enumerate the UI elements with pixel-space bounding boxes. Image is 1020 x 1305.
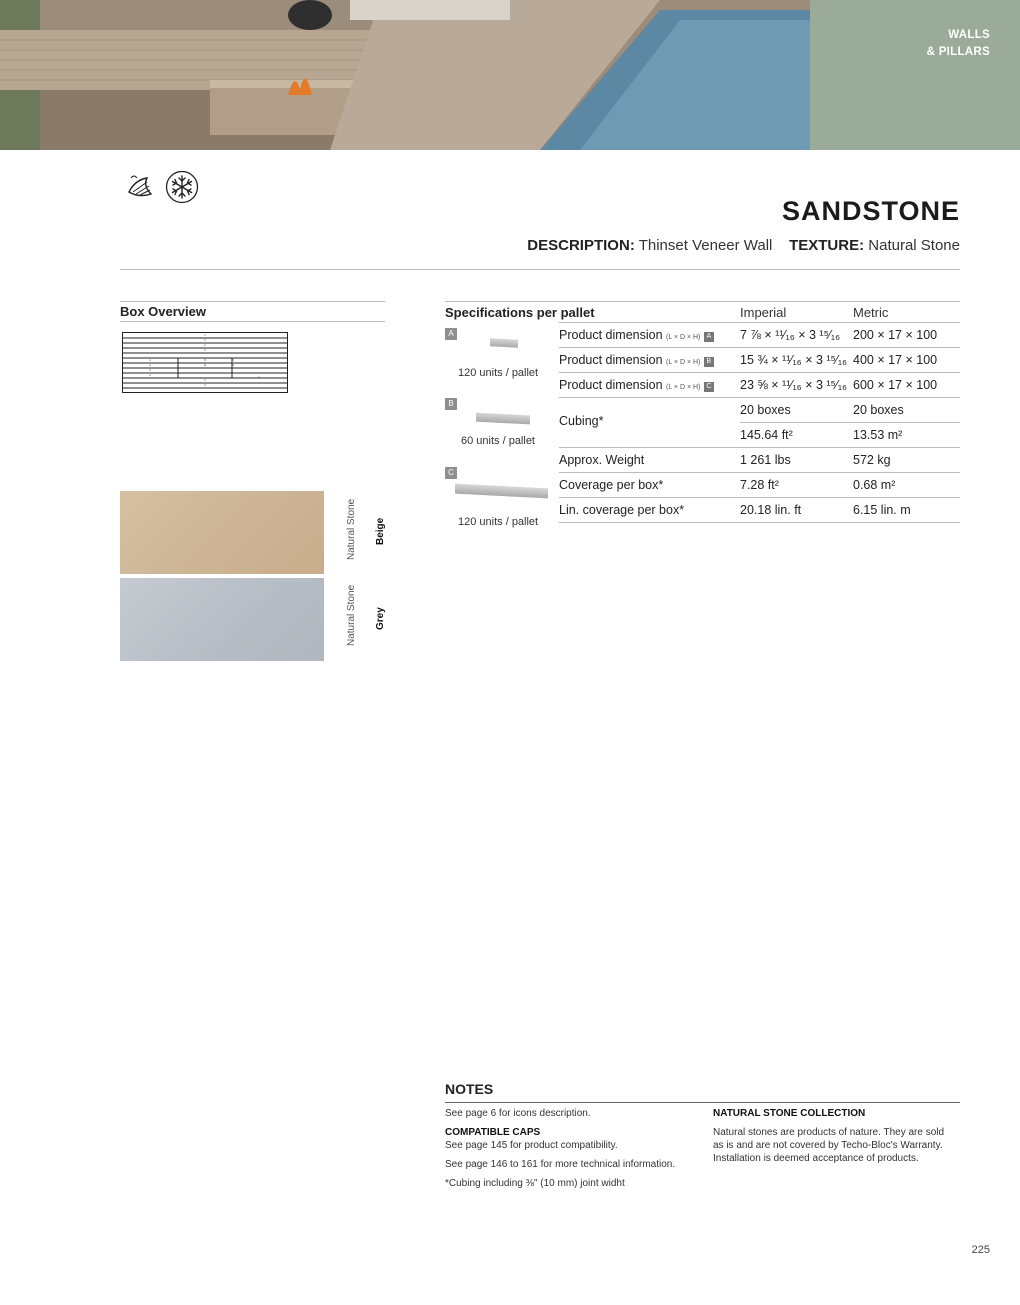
row-label: Product dimension [559, 353, 663, 367]
icons-note: See page 6 for icons description. [445, 1108, 591, 1119]
tag-c: C [445, 467, 457, 479]
texture-key: TEXTURE [789, 237, 860, 254]
row-dimension-c [559, 372, 960, 397]
swatch-grey [120, 578, 324, 661]
swatch-beige-texture: Natural Stone [346, 498, 357, 560]
product-title: SANDSTONE [781, 196, 960, 226]
units-b: 60 units / pallet [461, 435, 535, 447]
piece-b-image [476, 413, 530, 425]
svg-text:C: C [204, 378, 207, 382]
cubing-top-rule [559, 397, 740, 398]
specs-header [445, 301, 960, 322]
svg-text:B: B [204, 358, 207, 362]
page-number: 225 [971, 1244, 990, 1256]
notes-heading: NOTES [445, 1081, 960, 1103]
swatch-beige [120, 491, 324, 574]
box-overview-heading: Box Overview [120, 301, 385, 322]
dim-b-metric: 400 × 17 × 100 [853, 353, 938, 367]
freeze-thaw-icon [165, 170, 199, 204]
specs-heading: Specifications per pallet [445, 305, 595, 320]
svg-text:C: C [204, 338, 207, 342]
header-divider [120, 269, 960, 270]
row-coverage [559, 472, 960, 497]
row-sublabel: (L × D × H) [666, 359, 701, 366]
row-label: Product dimension [559, 328, 663, 342]
svg-text:A: A [258, 375, 261, 379]
svg-text:A: A [149, 368, 152, 372]
svg-text:C: C [204, 343, 207, 347]
dim-c-imperial: 23 ⅝ × ¹¹⁄₁₆ × 3 ¹⁵⁄₁₆ [740, 378, 848, 392]
cubing-note: *Cubing including ⅜" (10 mm) joint widht [445, 1178, 625, 1189]
coverage-label: Coverage per box* [559, 478, 664, 492]
dim-b-imperial: 15 ¾ × ¹¹⁄₁₆ × 3 ¹⁵⁄₁₆ [740, 353, 848, 367]
svg-text:C: C [204, 383, 207, 387]
row-sublabel: (L × D × H) [666, 334, 701, 341]
row-lin-coverage [559, 497, 960, 523]
row-tag: C [704, 382, 714, 392]
feature-icons [125, 170, 199, 204]
lin-coverage-label: Lin. coverage per box* [559, 503, 685, 517]
description-key: DESCRIPTION [527, 237, 630, 254]
dim-a-metric: 200 × 17 × 100 [853, 328, 938, 342]
tag-b: B [445, 398, 457, 410]
row-dimension-a [559, 322, 960, 347]
coverage-metric: 0.68 m² [853, 478, 896, 492]
col-metric: Metric [853, 305, 889, 320]
swatch-grey-texture: Natural Stone [346, 584, 357, 646]
texture-value: Natural Stone [868, 237, 960, 254]
units-a: 120 units / pallet [458, 367, 539, 379]
cubing-area-imperial: 145.64 ft² [740, 428, 793, 442]
weight-metric: 572 kg [853, 453, 891, 467]
swatch-grey-name: Grey [375, 607, 386, 630]
coverage-imperial: 7.28 ft² [740, 478, 779, 492]
section-tab [810, 0, 1020, 150]
units-c: 120 units / pallet [458, 516, 539, 528]
cubing-label: Cubing* [559, 414, 604, 428]
row-sublabel: (L × D × H) [666, 384, 701, 391]
cubing-boxes-metric: 20 boxes [853, 403, 904, 417]
dim-c-metric: 600 × 17 × 100 [853, 378, 938, 392]
lin-coverage-imperial: 20.18 lin. ft [740, 503, 802, 517]
svg-text:C: C [204, 348, 207, 352]
description-value: Thinset Veneer Wall [638, 237, 773, 254]
row-cubing-area [740, 422, 960, 447]
svg-text:C: C [204, 333, 207, 337]
piece-c-image [455, 484, 548, 499]
row-tag: B [704, 357, 714, 367]
svg-text:B: B [232, 363, 235, 367]
piece-a-image [490, 338, 518, 347]
tech-text: See page 146 to 161 for more technical information. [445, 1159, 676, 1170]
tag-a: A [445, 328, 457, 340]
weight-imperial: 1 261 lbs [740, 453, 791, 467]
svg-text:A: A [149, 363, 152, 367]
section-line-2: & PILLARS [926, 46, 990, 58]
cubing-boxes-imperial: 20 boxes [740, 403, 791, 417]
svg-text:B: B [232, 358, 235, 362]
svg-text:A: A [149, 373, 152, 377]
svg-text:A: A [149, 358, 152, 362]
section-line-1: WALLS [948, 29, 990, 41]
row-tag: A [704, 332, 714, 342]
lin-coverage-metric: 6.15 lin. m [853, 503, 911, 517]
caps-heading: COMPATIBLE CAPS [445, 1127, 541, 1138]
col-imperial: Imperial [740, 305, 787, 320]
caps-text: See page 145 for product compatibility. [445, 1140, 618, 1151]
notes-left-column [445, 1107, 685, 1196]
collection-heading: NATURAL STONE COLLECTION [713, 1108, 866, 1119]
description-line: DESCRIPTION: Thinset Veneer Wall TEXTURE: Natural Stone [527, 237, 960, 254]
section-label [927, 27, 990, 61]
row-cubing-boxes [740, 397, 960, 422]
hero-photo [0, 0, 810, 150]
swatch-beige-name: Beige [375, 517, 386, 545]
svg-text:B: B [204, 363, 207, 367]
cleaning-icon [125, 170, 159, 204]
row-weight [559, 447, 960, 472]
row-label: Product dimension [559, 378, 663, 392]
box-layout-diagram [122, 332, 288, 394]
row-dimension-b [559, 347, 960, 372]
dim-a-imperial: 7 ⅞ × ¹¹⁄₁₆ × 3 ¹⁵⁄₁₆ [740, 328, 841, 342]
weight-label: Approx. Weight [559, 453, 645, 467]
collection-text: Natural stones are products of nature. They are sold as is and are not covered by Techo-Bloc's Warranty. Installation is deemed acceptance of products. [713, 1127, 945, 1164]
cubing-area-metric: 13.53 m² [853, 428, 903, 442]
notes-right-column [713, 1107, 948, 1171]
